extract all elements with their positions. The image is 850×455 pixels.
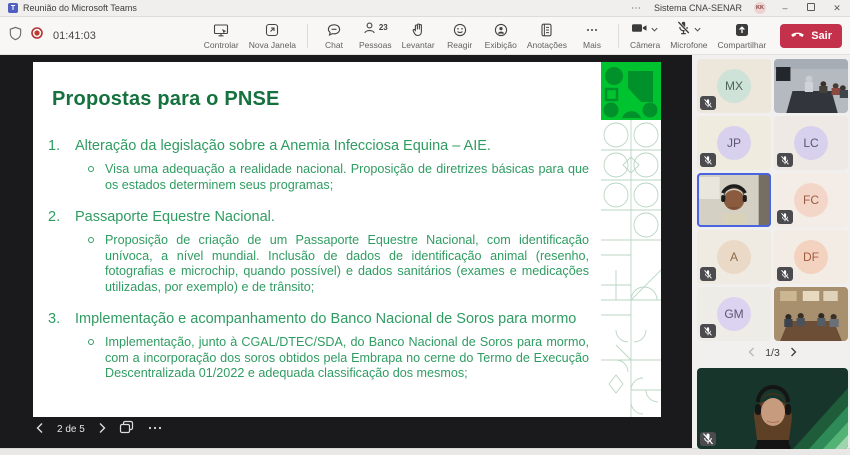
participant-tile-gm[interactable] bbox=[697, 287, 771, 341]
people-icon bbox=[363, 20, 377, 41]
toolbar-divider bbox=[307, 24, 308, 48]
chat-button[interactable]: Chat bbox=[315, 20, 353, 52]
participant-tile-jp[interactable] bbox=[697, 116, 771, 170]
control-screen-icon bbox=[213, 22, 230, 39]
minimize-button[interactable]: – bbox=[782, 3, 788, 13]
participant-tile-a[interactable] bbox=[697, 230, 771, 284]
people-count-badge: 23 bbox=[378, 22, 388, 32]
slide-more-options-icon[interactable] bbox=[147, 421, 163, 439]
teams-icon: T bbox=[8, 3, 18, 13]
participant-tile-active-speaker-video[interactable] bbox=[697, 173, 771, 227]
avatar: MX bbox=[717, 69, 751, 103]
slide-item-2-bullet: Proposição de criação de um Passaporte Equestre Nacional, com identificação unívoca, a nível mundial. Inclusão de dados de identificação animal (resenho, fotografias e microchip, quando possível) e dados sanitários (exames e medicações utilizadas, por exemplo) e de trânsito; bbox=[105, 233, 589, 295]
shared-screen-stage bbox=[0, 55, 692, 448]
react-button[interactable]: Reagir bbox=[441, 20, 479, 52]
muted-mic-icon bbox=[700, 324, 716, 338]
microphone-chevron-down-icon[interactable] bbox=[693, 21, 702, 39]
gallery-view-icon bbox=[493, 22, 509, 39]
circle-bullet-marker bbox=[88, 237, 94, 243]
slide-item-1-bullet: Visa uma adequação a realidade nacional. Proposição de diretrizes básicas para que os estados determinem seus programas; bbox=[105, 162, 589, 193]
account-avatar[interactable]: KK bbox=[754, 2, 766, 14]
camera-chevron-down-icon[interactable] bbox=[650, 21, 659, 39]
close-button[interactable]: ✕ bbox=[833, 2, 841, 13]
notebook-icon bbox=[539, 22, 554, 39]
participants-panel bbox=[692, 55, 850, 448]
slide-page-indicator: 2 de 5 bbox=[57, 424, 85, 435]
previous-slide-button[interactable] bbox=[36, 421, 44, 439]
microphone-muted-icon bbox=[676, 20, 691, 41]
meeting-toolbar bbox=[0, 17, 850, 55]
pagination-label: 1/3 bbox=[765, 347, 780, 359]
avatar: FC bbox=[794, 183, 828, 217]
next-slide-button[interactable] bbox=[98, 421, 106, 439]
participant-tile-conference-room-video[interactable] bbox=[774, 287, 848, 341]
meeting-timer: 01:41:03 bbox=[53, 29, 96, 42]
slide-item-1-heading: 1. Alteração da legislação sobre a Anemia Infecciosa Equina – AIE. bbox=[48, 138, 491, 154]
circle-bullet-marker bbox=[88, 166, 94, 172]
circle-bullet-marker bbox=[88, 339, 94, 345]
avatar: DF bbox=[794, 240, 828, 274]
chat-icon bbox=[326, 22, 342, 39]
annotations-button[interactable]: Anotações bbox=[523, 20, 571, 52]
pagination-previous-icon[interactable] bbox=[748, 344, 755, 362]
participant-tile-meeting-room-video[interactable] bbox=[774, 59, 848, 113]
self-view-video-tile[interactable] bbox=[697, 368, 848, 449]
window-bottom-edge bbox=[0, 448, 850, 455]
muted-mic-icon bbox=[700, 432, 716, 446]
pagination-next-icon[interactable] bbox=[790, 344, 797, 362]
more-dots-icon bbox=[584, 22, 600, 39]
system-label: Sistema CNA-SENAR bbox=[653, 3, 742, 13]
muted-mic-icon bbox=[777, 267, 793, 281]
raised-hand-icon bbox=[411, 22, 425, 39]
raise-hand-button[interactable]: Levantar bbox=[398, 20, 439, 52]
view-button[interactable]: Exibição bbox=[481, 20, 521, 52]
share-button[interactable]: Compartilhar bbox=[714, 20, 771, 52]
participant-tile-fc[interactable] bbox=[774, 173, 848, 227]
slide-item-2-heading: 2. Passaporte Equestre Nacional. bbox=[48, 209, 275, 225]
slide-controls bbox=[36, 420, 163, 439]
camera-button[interactable]: Câmera bbox=[626, 20, 664, 52]
participant-tile-mx[interactable] bbox=[697, 59, 771, 113]
control-button[interactable]: Controlar bbox=[200, 20, 243, 52]
leave-button[interactable]: Sair bbox=[780, 24, 842, 48]
people-button[interactable]: 23 Pessoas bbox=[355, 20, 396, 52]
titlebar-more-icon[interactable]: ⋯ bbox=[630, 2, 642, 14]
avatar: JP bbox=[717, 126, 751, 160]
participants-pagination bbox=[697, 341, 848, 365]
new-window-icon bbox=[264, 22, 280, 39]
avatar: LC bbox=[794, 126, 828, 160]
maximize-icon bbox=[807, 3, 815, 11]
avatar: A bbox=[717, 240, 751, 274]
slide-item-3-bullet: Implementação, junto à CGAL/DTEC/SDA, do Banco Nacional de Soros para mormo, com a incorporação dos soros obtidos pela Embrapa no cerne do Termo de Execução Descentralizada 01/2022 e adequada classificação dos mesmos; bbox=[105, 335, 589, 382]
muted-mic-icon bbox=[700, 267, 716, 281]
smiley-icon bbox=[452, 22, 468, 39]
more-button[interactable]: Mais bbox=[573, 20, 611, 52]
share-screen-icon bbox=[734, 22, 750, 39]
recording-indicator-icon bbox=[30, 26, 44, 45]
shield-icon bbox=[8, 26, 23, 46]
muted-mic-icon bbox=[700, 96, 716, 110]
slide-item-3-heading: 3. Implementação e acompanhamento do Banco Nacional de Soros para mormo bbox=[48, 311, 577, 327]
hang-up-phone-icon bbox=[790, 29, 805, 42]
muted-mic-icon bbox=[777, 210, 793, 224]
slide-title: Propostas para o PNSE bbox=[52, 88, 280, 110]
muted-mic-icon bbox=[777, 153, 793, 167]
toolbar-divider bbox=[618, 24, 619, 48]
participant-tile-lc[interactable] bbox=[774, 116, 848, 170]
avatar: GM bbox=[717, 297, 751, 331]
new-window-button[interactable]: Nova Janela bbox=[245, 20, 300, 52]
presentation-slide bbox=[33, 62, 661, 417]
participant-tile-df[interactable] bbox=[774, 230, 848, 284]
window-titlebar bbox=[0, 0, 850, 17]
camera-icon bbox=[631, 21, 648, 40]
brand-pattern-decoration bbox=[601, 62, 661, 417]
maximize-button[interactable] bbox=[804, 3, 818, 13]
slide-grid-icon[interactable] bbox=[119, 420, 134, 439]
muted-mic-icon bbox=[700, 153, 716, 167]
window-title: Reunião do Microsoft Teams bbox=[23, 3, 137, 13]
microphone-button[interactable]: Microfone bbox=[666, 20, 711, 52]
